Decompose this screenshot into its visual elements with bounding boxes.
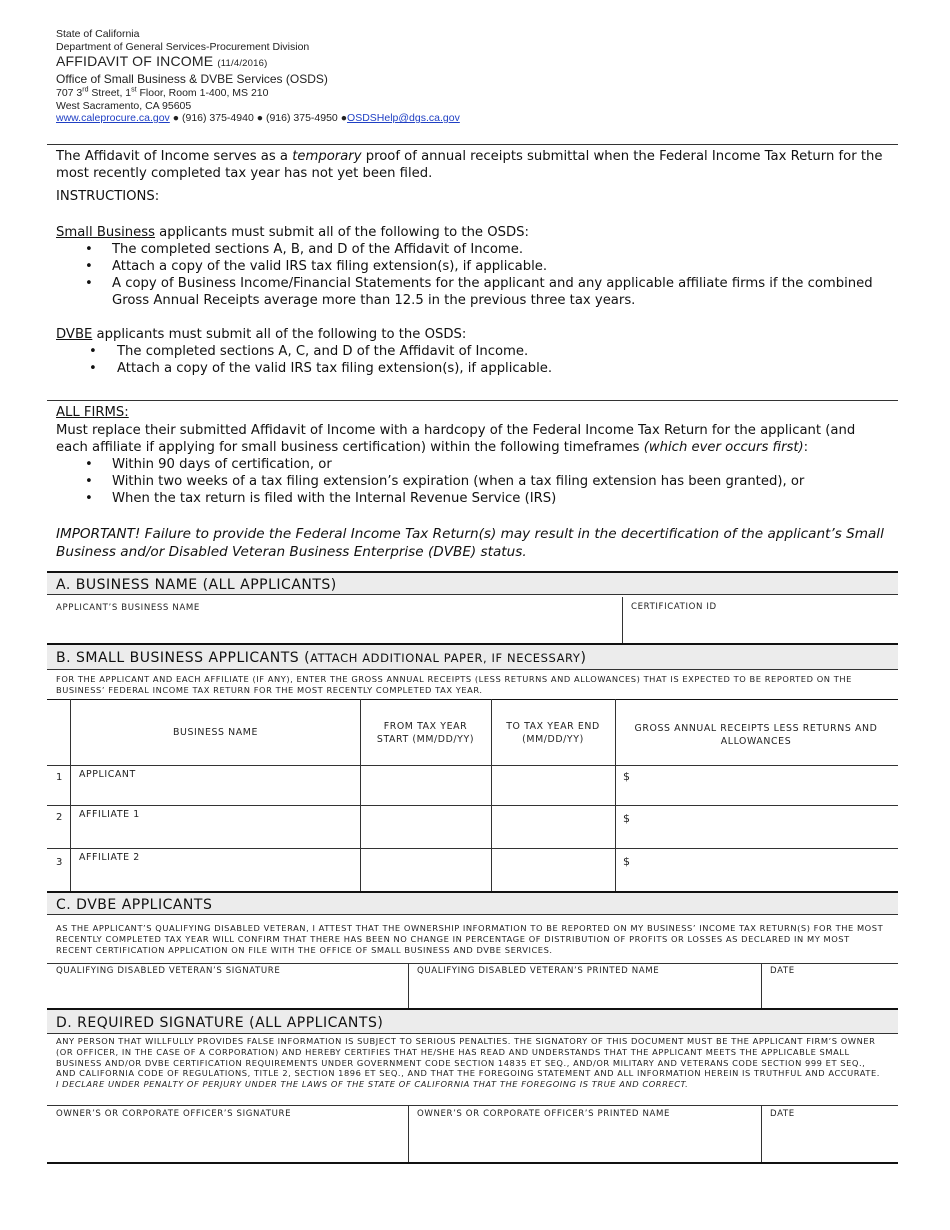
col-to-year: TO TAX YEAR END (MM/DD/YY) bbox=[506, 721, 600, 745]
form-title: AFFIDAVIT OF INCOME (11/4/2016) bbox=[56, 53, 268, 69]
row-number: 2 bbox=[56, 812, 63, 823]
veteran-signature-field[interactable] bbox=[48, 978, 406, 1007]
affiliate2-business-name-field[interactable] bbox=[72, 866, 358, 890]
veteran-date-field[interactable] bbox=[763, 978, 897, 1007]
owner-date-field[interactable] bbox=[763, 1121, 897, 1161]
applicant-receipts-field[interactable] bbox=[634, 767, 896, 804]
owner-printed-name-label: OWNER’S OR CORPORATE OFFICER’S PRINTED NAME bbox=[417, 1109, 671, 1119]
row-number: 3 bbox=[56, 857, 63, 868]
affiliate1-receipts-field[interactable] bbox=[634, 807, 896, 847]
veteran-printed-name-label: QUALIFYING DISABLED VETERAN’S PRINTED NAME bbox=[417, 966, 660, 976]
city-address: West Sacramento, CA 95605 bbox=[56, 99, 192, 112]
small-business-list bbox=[56, 241, 891, 309]
email-link[interactable]: OSDSHelp@dgs.ca.gov bbox=[347, 112, 460, 124]
contact-line bbox=[56, 112, 460, 125]
applicant-business-name-field[interactable] bbox=[72, 782, 358, 804]
list-item: • Within 90 days of certification, or bbox=[112, 456, 891, 473]
all-firms-divider bbox=[47, 400, 898, 401]
street-address: 707 3rd Street, 1st Floor, Room 1-400, MS 210 bbox=[56, 86, 269, 99]
form-header bbox=[56, 28, 460, 125]
section-c-rule bbox=[47, 963, 898, 964]
table-col-line bbox=[360, 699, 361, 891]
owner-printed-name-field[interactable] bbox=[410, 1121, 759, 1161]
section-c-attestation: AS THE APPLICANT’S QUALIFYING DISABLED VETERAN, I ATTEST THAT THE OWNERSHIP INFORMATION TO BE REPORTED ON MY BUSINESS’ INCOME TAX RETURN(S) FOR THE MOST RECENTLY COMPLETED TAX YEAR WILL CONFIRM THAT THERE HAS BEEN NO CHANGE IN PERCENTAGE OF DISTRIBUTION OF PROFITS OR LOSSES AS DECLARED IN MY MOST RECENT CERTIFICATION APPLICATION ON FILE WITH THE OFFICE OF SMALL BUSINESS AND DVBE SERVICES. bbox=[56, 923, 884, 955]
table-row-rule bbox=[47, 805, 898, 806]
affiliate1-from-date-field[interactable] bbox=[362, 807, 489, 847]
list-item: • Attach a copy of the valid IRS tax filing extension(s), if applicable. bbox=[112, 258, 891, 275]
col-gross-receipts: GROSS ANNUAL RECEIPTS LESS RETURNS AND ALLOWANCES bbox=[634, 723, 878, 747]
applicant-from-date-field[interactable] bbox=[362, 767, 489, 804]
list-item: • The completed sections A, B, and D of the Affidavit of Income. bbox=[112, 241, 891, 258]
intro-block bbox=[56, 148, 891, 377]
owner-date-label: DATE bbox=[770, 1109, 795, 1119]
dvbe-list bbox=[56, 343, 891, 377]
table-col-line bbox=[491, 699, 492, 891]
all-firms-text: Must replace their submitted Affidavit of Income with a hardcopy of the Federal Income Tax Return for the applicant (and each affiliate if applying for small business certification) within the following timeframes (which ever occurs first): bbox=[56, 423, 856, 455]
office-name: Office of Small Business & DVBE Services (OSDS) bbox=[56, 72, 328, 86]
section-b-header: B. SMALL BUSINESS APPLICANTS (ATTACH ADDITIONAL PAPER, IF NECESSARY) bbox=[47, 643, 898, 670]
section-c-divider bbox=[761, 963, 762, 1008]
currency-symbol: $ bbox=[623, 855, 630, 868]
section-c-divider bbox=[408, 963, 409, 1008]
instructions-heading: INSTRUCTIONS: bbox=[56, 189, 160, 204]
section-d-divider bbox=[408, 1105, 409, 1162]
phone-numbers: ● (916) 375-4940 ● (916) 375-4950 ● bbox=[169, 112, 348, 124]
section-a-divider bbox=[622, 597, 623, 643]
section-d-certification: ANY PERSON THAT WILLFULLY PROVIDES FALSE INFORMATION IS SUBJECT TO SERIOUS PENALTIES. THE SIGNATORY OF THIS DOCUMENT MUST BE THE APPLICANT FIRM’S OWNER (OR OFFICER, IN THE CASE OF A CORPORATION) AND HEREBY CERTIFIES THAT HE/SHE HAS READ AND UNDERSTANDS THAT THE APPLICANT MEETS THE APPLICABLE SMALL BUSINESS AND/OR DVBE CERTIFICATION REQUIREMENTS UNDER GOVERNMENT CODE SECTION 14835 ET SEQ., AND/OR MILITARY AND VETERANS CODE SECTION 999 ET SEQ., AND CALIFORNIA CODE OF REGULATIONS, TITLE 2, SECTION 1896 ET SEQ., AND THAT THE FOREGOING STATEMENT AND ALL INFORMATION HEREIN IS TRUTHFUL AND ACCURATE. I DECLARE UNDER PENALTY OF PERJURY UNDER THE LAWS OF THE STATE OF CALIFORNIA THAT THE FOREGOING IS TRUE AND CORRECT. bbox=[56, 1036, 880, 1090]
affiliate2-from-date-field[interactable] bbox=[362, 850, 489, 890]
business-name-field[interactable] bbox=[48, 614, 620, 642]
dvbe-lead: DVBE applicants must submit all of the following to the OSDS: bbox=[56, 327, 467, 342]
affiliate2-receipts-field[interactable] bbox=[634, 850, 896, 890]
col-from-year: FROM TAX YEAR START (MM/DD/YY) bbox=[376, 721, 475, 745]
header-divider bbox=[47, 144, 898, 145]
list-item: • The completed sections A, C, and D of the Affidavit of Income. bbox=[117, 343, 891, 360]
table-row-rule bbox=[47, 765, 898, 766]
row-label: AFFILIATE 2 bbox=[79, 852, 140, 863]
row-number: 1 bbox=[56, 772, 63, 783]
important-notice: IMPORTANT! Failure to provide the Federal Income Tax Return(s) may result in the decertification of the applicant’s Small Business and/or Disabled Veteran Business Enterprise (DVBE) status. bbox=[56, 526, 884, 560]
certification-id-label: CERTIFICATION ID bbox=[631, 602, 717, 612]
affiliate1-business-name-field[interactable] bbox=[72, 822, 358, 847]
section-b-note: FOR THE APPLICANT AND EACH AFFILIATE (IF ANY), ENTER THE GROSS ANNUAL RECEIPTS (LESS RETURNS AND ALLOWANCES) THAT IS EXPECTED TO BE REPORTED ON THE BUSINESS’ FEDERAL INCOME TAX RETURN FOR THE MOST RECENTLY COMPLETED TAX YEAR. bbox=[56, 674, 852, 695]
business-name-label: APPLICANT’S BUSINESS NAME bbox=[56, 603, 200, 613]
all-firms-block bbox=[56, 404, 891, 561]
owner-signature-label: OWNER’S OR CORPORATE OFFICER’S SIGNATURE bbox=[56, 1109, 292, 1119]
section-c-header: C. DVBE APPLICANTS bbox=[47, 891, 898, 915]
list-item: • Within two weeks of a tax filing extension’s expiration (when a tax filing extension has been granted), or bbox=[112, 473, 891, 490]
list-item: • A copy of Business Income/Financial Statements for the applicant and any applicable affiliate firms if the combined Gross Annual Receipts average more than 12.5 in the previous three tax years. bbox=[112, 275, 891, 309]
state-name: State of California bbox=[56, 28, 140, 40]
intro-paragraph: The Affidavit of Income serves as a temporary proof of annual receipts submittal when the Federal Income Tax Return for the most recently completed tax year has not yet been filed. bbox=[56, 149, 883, 181]
currency-symbol: $ bbox=[623, 812, 630, 825]
all-firms-heading: ALL FIRMS: bbox=[56, 405, 129, 420]
affiliate2-to-date-field[interactable] bbox=[493, 850, 613, 890]
veteran-signature-label: QUALIFYING DISABLED VETERAN’S SIGNATURE bbox=[56, 966, 281, 976]
table-top-rule bbox=[47, 699, 898, 700]
list-item: • Attach a copy of the valid IRS tax filing extension(s), if applicable. bbox=[117, 360, 891, 377]
department-name: Department of General Services-Procurement Division bbox=[56, 40, 310, 53]
certification-id-field[interactable] bbox=[624, 614, 897, 642]
applicant-to-date-field[interactable] bbox=[493, 767, 613, 804]
small-business-lead: Small Business applicants must submit all of the following to the OSDS: bbox=[56, 225, 529, 240]
col-business-name: BUSINESS NAME bbox=[172, 727, 259, 738]
form-date: (11/4/2016) bbox=[217, 58, 268, 69]
currency-symbol: $ bbox=[623, 770, 630, 783]
section-a-header: A. BUSINESS NAME (ALL APPLICANTS) bbox=[47, 571, 898, 595]
owner-signature-field[interactable] bbox=[48, 1121, 406, 1161]
table-col-line bbox=[615, 699, 616, 891]
section-d-rule bbox=[47, 1105, 898, 1106]
form-bottom-rule bbox=[47, 1162, 898, 1164]
table-row-rule bbox=[47, 848, 898, 849]
affiliate1-to-date-field[interactable] bbox=[493, 807, 613, 847]
section-d-divider bbox=[761, 1105, 762, 1162]
veteran-date-label: DATE bbox=[770, 966, 795, 976]
row-label: AFFILIATE 1 bbox=[79, 809, 140, 820]
list-item: • When the tax return is filed with the Internal Revenue Service (IRS) bbox=[112, 490, 891, 507]
all-firms-list bbox=[56, 456, 891, 507]
section-d-header: D. REQUIRED SIGNATURE (ALL APPLICANTS) bbox=[47, 1008, 898, 1034]
veteran-printed-name-field[interactable] bbox=[410, 978, 759, 1007]
website-link[interactable]: www.caleprocure.ca.gov bbox=[56, 112, 170, 124]
row-label: APPLICANT bbox=[79, 769, 136, 780]
